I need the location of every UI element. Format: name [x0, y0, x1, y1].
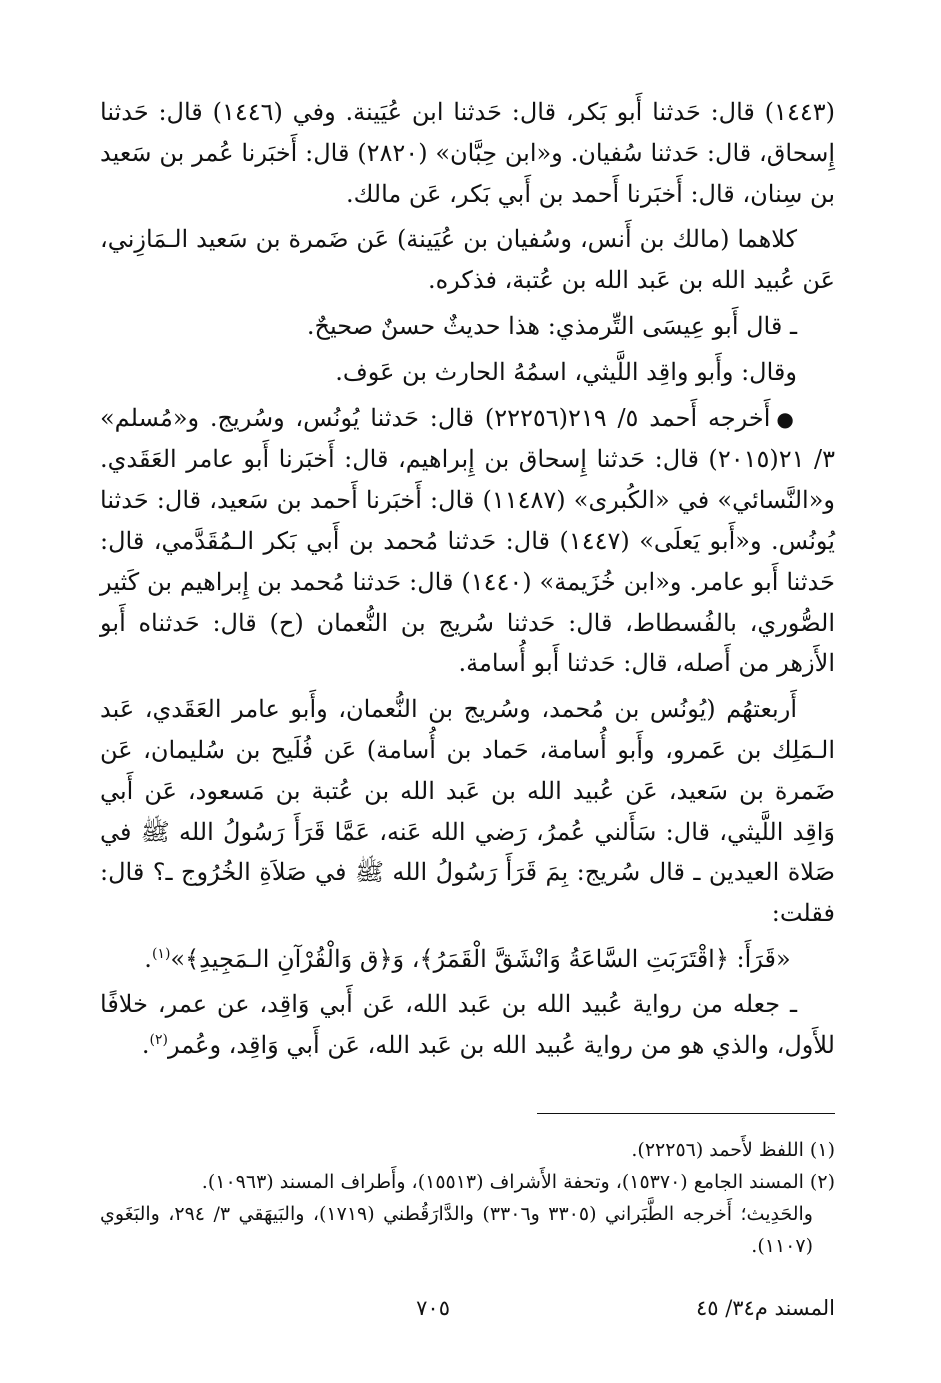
volume-signature: المسند م٣٤/ ٤٥: [695, 1296, 835, 1320]
paragraph-8: [100, 984, 835, 1066]
paragraph-2: كلاهما (مالك بن أَنس، وسُفيان بن عُيَينة) عَن ضَمرة بن سَعيد الـمَازِني، عَن عُبيد الله بن عَبد الله بن عُتبة، فذكره.: [100, 225, 835, 295]
quote-line: [100, 939, 835, 980]
footnote-ref-1[interactable]: (١): [151, 945, 171, 962]
footnote-2: (٢) المسند الجامع (١٥٣٧٠)، وتحفة الأَشراف (١٥٥١٣)، وأَطراف المسند (١٠٩٦٣).: [201, 1171, 835, 1193]
paragraph-6: أَربعتهُم (يُونُس بن مُحمد، وسُريج بن النُّعمان، وأَبو عامر العَقَدي، عَبد الـمَلِك بن عَمرو، وأَبو أُسامة، حَماد بن أُسامة) عَن فُلَيح بن سُليمان، عَن ضَمرة بن سَعيد، عَن عُبيد الله بن عَبد الله بن عُتبة بن مَسعود، عَن أَبي وَاقِد اللَّيثي، قال: سَأَلني عُمرُ، رَضي الله عَنه، عَمَّا قَرَأَ رَسُولُ الله ﷺ في صَلاة العيدين ـ قال سُريج: بِمَ قَرَأَ رَسُولُ الله ﷺ في صَلاَةِ الخُرُوج ـ؟ قال: فقلت:: [100, 695, 836, 928]
paragraph-5: [100, 398, 835, 685]
paragraph-1: (١٤٤٣) قال: حَدثنا أَبو بَكر، قال: حَدثنا ابن عُيَينة. وفي (١٤٤٦) قال: حَدثنا إِسحاق، قال: حَدثنا سُفيان. و«ابن حِبَّان» (٢٨٢٠) قال: أَخبَرنا عُمر بن سَعيد بن سِنان، قال: أَخبَرنا أَحمد بن أَبي بَكر، عَن مالك.: [100, 98, 835, 208]
footnotes: [100, 1134, 835, 1262]
bullet-icon: ●: [776, 406, 797, 431]
quote-text: «قَرَأَ: ﴿اقْتَرَبَتِ السَّاعَةُ وَانْشَقَّ الْقَمَرُ﴾، وَ﴿ق وَالْقُرْآنِ الـمَجِيدِ﴾»: [170, 944, 791, 973]
page-number: ٧٠٥: [416, 1296, 450, 1320]
footnote-2-continuation: والحَدِيث؛ أَخرجه الطَّبَراني (٣٣٠٥ و٣٣٠٦) والدَّارَقُطني (١٧١٩)، والبَيهَقي ٣/ ٢٩٤، والبَغَوي (١١٠٧).: [100, 1203, 813, 1257]
paragraph-4: وقال: وأَبو واقِد اللَّيثي، اسمُهُ الحارث بن عَوف.: [335, 357, 797, 386]
page-footer: [100, 1296, 835, 1332]
footnote-divider: [537, 1113, 835, 1114]
footnote-1: (١) اللفظ لأَحمد (٢٢٢٥٦).: [631, 1139, 835, 1161]
main-text: [100, 92, 835, 1065]
paragraph-8-end-dot: .: [141, 1030, 150, 1059]
footnote-ref-2[interactable]: (٢): [149, 1031, 168, 1048]
paragraph-8-text: ـ جعله من رواية عُبيد الله بن عَبد الله، عَن أَبي وَاقِد، عن عمر، خلافًا للأَول، والذي هو من رواية عُبيد الله بن عَبد الله، عَن أَبي وَاقِد، وعُمر: [100, 989, 835, 1059]
paragraph-5-text: أَخرجه أَحمد ٥/ ٢١٩(٢٢٢٥٦) قال: حَدثنا يُونُس، وسُريج. و«مُسلم» ٣/ ٢١(٢٠١٥) قال: حَدثنا إِسحاق بن إِبراهيم، قال: أَخبَرنا أَبو عامر العَقَدي. و«النَّسائي» في «الكُبرى» (١١٤٨٧) قال: أَخبَرنا أَحمد بن سَعيد، قال: حَدثنا يُونُس. و«أَبو يَعلَى» (١٤٤٧) قال: حَدثنا مُحمد بن أَبي بَكر الـمُقَدَّمي، قال: حَدثنا أَبو عامر. و«ابن خُزَيمة» (١٤٤٠) قال: حَدثنا مُحمد بن إِبراهيم بن كَثير الصُّوري، بالفُسطاط، قال: حَدثنا سُريج بن النُّعمان (ح) قال: حَدثناه أَبو الأَزهر من أَصله، قال: حَدثنا أَبو أُسامة.: [100, 403, 836, 678]
quote-end-dot: .: [144, 944, 152, 973]
paragraph-3: ـ قال أَبو عِيسَى التِّرمذي: هذا حديثٌ حسنٌ صحيحٌ.: [306, 311, 797, 340]
